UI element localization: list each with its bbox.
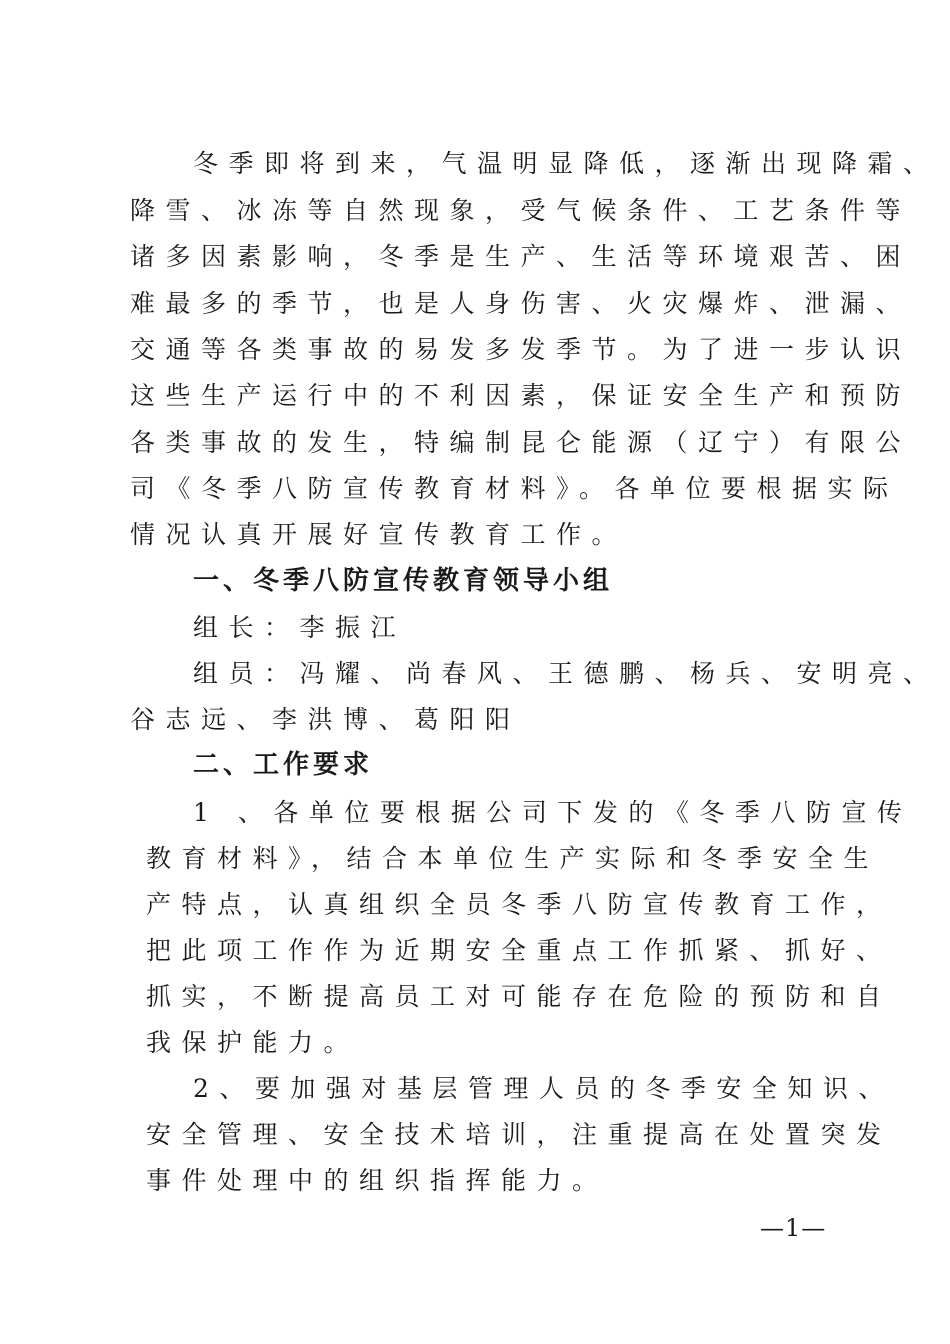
section-heading-leadership: 一、冬季八防宣传教育领导小组 (193, 566, 614, 596)
text-line: 我保护能力。 (146, 1028, 360, 1057)
text-line: 教育材料》，结合本单位生产实际和冬季安全生 (146, 844, 880, 873)
leader-line: 组长：李振江 (193, 613, 407, 642)
text-line: 各类事故的发生，特编制昆仑能源（辽宁）有限公 (130, 428, 912, 457)
text-line: 这些生产运行中的不利因素，保证安全生产和预防 (130, 381, 912, 410)
text-line: 产特点，认真组织全员冬季八防宣传教育工作， (146, 890, 892, 919)
text-line: 把此项工作作为近期安全重点工作抓紧、抓好、 (146, 936, 892, 965)
text-line: 抓实，不断提高员工对可能存在危险的预防和自 (146, 982, 892, 1011)
text-line: 情况认真开展好宣传教育工作。 (130, 520, 628, 549)
text-line: 冬季即将到来，气温明显降低，逐渐出现降霜、 (193, 149, 939, 178)
text-line: 1 、各单位要根据公司下发的《冬季八防宣传 (193, 798, 913, 827)
text-line: 2、要加强对基层管理人员的冬季安全知识、 (193, 1074, 894, 1103)
text-line: 司《冬季八防宣传教育材料》。各单位要根据实际 (130, 474, 899, 503)
section-heading-requirements: 二、工作要求 (193, 750, 374, 780)
text-line: 降雪、冰冻等自然现象，受气候条件、工艺条件等 (130, 196, 912, 225)
text-line: 事件处理中的组织指挥能力。 (146, 1166, 608, 1195)
text-line: 安全管理、安全技术培训，注重提高在处置突发 (146, 1120, 892, 1149)
text-line: 诸多因素影响，冬季是生产、生活等环境艰苦、困 (130, 242, 912, 271)
members-line: 谷志远、李洪博、葛阳阳 (130, 705, 521, 734)
page-number: —1— (760, 1214, 827, 1242)
text-line: 难最多的季节，也是人身伤害、火灾爆炸、泄漏、 (130, 289, 912, 318)
members-line: 组员：冯耀、尚春风、王德鹏、杨兵、安明亮、 (193, 659, 939, 688)
text-line: 交通等各类事故的易发多发季节。为了进一步认识 (130, 335, 912, 364)
